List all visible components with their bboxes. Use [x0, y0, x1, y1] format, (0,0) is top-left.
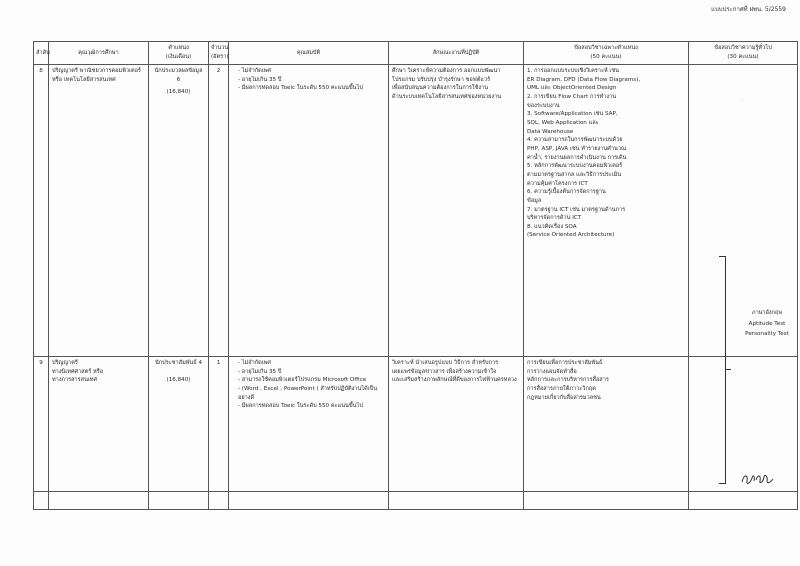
- specific-exam-cell: การเขียนเพื่อการประชาสัมพันธ์ การวางแผนจัดทำสื่อ หลักการและการบริหารการสื่อสาร การสื่อสารภายใต้ภาวะวิกฤต กฎหมายเกี่ยวกับสื่อสารมวลชน: [524, 357, 689, 492]
- header-properties: คุณสมบัติ: [229, 42, 389, 65]
- header-duties: ลักษณะงานที่ปฏิบัติ: [389, 42, 524, 65]
- duties-cell: วิเคราะห์ นำเสนอรูปแบบ วิธีการ สำหรับการ เผยแพร่ข้อมูลข่าวสาร เพื่อสร้างความเข้าใจ และเสริมสร้างภาพลักษณ์ที่ดีของการไฟฟ้านครหลวง: [389, 357, 524, 492]
- row-number: 9: [34, 357, 49, 492]
- qualification-cell: ปริญญาตรี ทางนิเทศศาสตร์ หรือ ทางการสารสนเทศ: [49, 357, 149, 492]
- position-cell: นักประชาสัมพันธ์ 4 (16,840): [149, 357, 209, 492]
- exam-item: Personality Test: [745, 331, 789, 338]
- properties-cell: [229, 65, 389, 357]
- properties-cell: [229, 357, 389, 492]
- property-item: - ไม่จำกัดเพศ: [238, 359, 385, 368]
- property-item: - ไม่จำกัดเพศ: [238, 67, 385, 76]
- table-row: [34, 65, 798, 357]
- property-item: - สามารถใช้คอมพิวเตอร์โปรแกรม Microsoft Office: [238, 376, 385, 385]
- scan-mark: ·: [741, 97, 743, 104]
- header-position: ตำแหน่ง (เงินเดือน): [149, 42, 209, 65]
- property-item: - มีผลการทดสอบ Toeic ในระดับ 550 คะแนนขึ้นไป: [238, 84, 385, 93]
- specific-exam-cell: 1. การออกแบบระบบเชิงวิเคราะห์ เช่น ER Diagram, DFD (Data Flow Diagrams), UML และ ObjectOriented Design 2. การเขียน Flow Chart การทำงาน ของระบบงาน 3. Software/Application เช่น SAP, SQL, Web Application และ Data Warehouse 4. ความสามารถในการพัฒนาระบบด้วย PHP, ASP, JAVA เช่น ทำรายงานคำนวณ ค่าน้ำ, รายงานผลการดำเนินงาน การเดิน 5. หลักการพัฒนาระบบงานคอมพิวเตอร์ ตามมาตรฐานสากล และวิธีการประเมิน ความคุ้มค่าโครงการ ICT 6. ความรู้เบื้องต้นการจัดการฐาน ข้อมูล 7. มาตรฐาน ICT เช่น มาตรฐานด้านการ บริหารจัดการด้าน ICT 8. แนวคิดเรื่อง SOA (Service Oriented Architecture): [524, 65, 689, 357]
- header-general-exam: ข้อสอบวิชาความรู้ทั่วไป (30 คะแนน): [689, 42, 798, 65]
- row-number: 8: [34, 65, 49, 357]
- table-row-empty: [34, 492, 798, 510]
- merge-bracket: [719, 256, 726, 484]
- count-cell: 1: [209, 357, 229, 492]
- table-row: [34, 357, 798, 492]
- header-specific-exam: ข้อสอบวิชาเฉพาะตำแหน่ง (50 คะแนน): [524, 42, 689, 65]
- property-item: - อายุไม่เกิน 35 ปี: [238, 76, 385, 85]
- property-item: - (Word , Excel , PowerPoint ) สำหรับปฏิบัติงานได้เป็นอย่างดี: [238, 385, 385, 402]
- form-reference: แบบประกาศที่ ฝพน. 5/2559: [711, 6, 786, 13]
- table-header-row: [34, 42, 798, 65]
- header-count: จำนวน (อัตรา): [209, 42, 229, 65]
- header-no: ลำดับ: [34, 42, 49, 65]
- general-exam-list: [738, 308, 796, 340]
- count-cell: 2: [209, 65, 229, 357]
- header-qualification: คุณวุฒิการศึกษา: [49, 42, 149, 65]
- property-item: - อายุไม่เกิน 35 ปี: [238, 368, 385, 377]
- recruitment-table: [33, 41, 798, 510]
- position-cell: นักประมวลผลข้อมูล 6 (16,840): [149, 65, 209, 357]
- property-item: - มีผลการทดสอบ Toeic ในระดับ 550 คะแนนขึ้นไป: [238, 402, 385, 411]
- signature-image: [740, 468, 776, 488]
- exam-item: ภาษาอังกฤษ: [751, 310, 783, 316]
- qualification-cell: ปริญญาตรี พาณิชยวการคอมพิวเตอร์ หรือ เทคโนโลยีสารสนเทศ: [49, 65, 149, 357]
- exam-item: Aptitude Test: [748, 320, 786, 327]
- duties-cell: ศึกษา วิเคราะห์ความต้องการ ออกแบบพัฒนา โปรแกรม ปรับปรุง บำรุงรักษา ซอฟต์แวร์ เพื่อสนับสนุนความต้องการในการใช้งาน ด้านระบบเทคโนโลยีสารสนเทศของหน่วยงาน: [389, 65, 524, 357]
